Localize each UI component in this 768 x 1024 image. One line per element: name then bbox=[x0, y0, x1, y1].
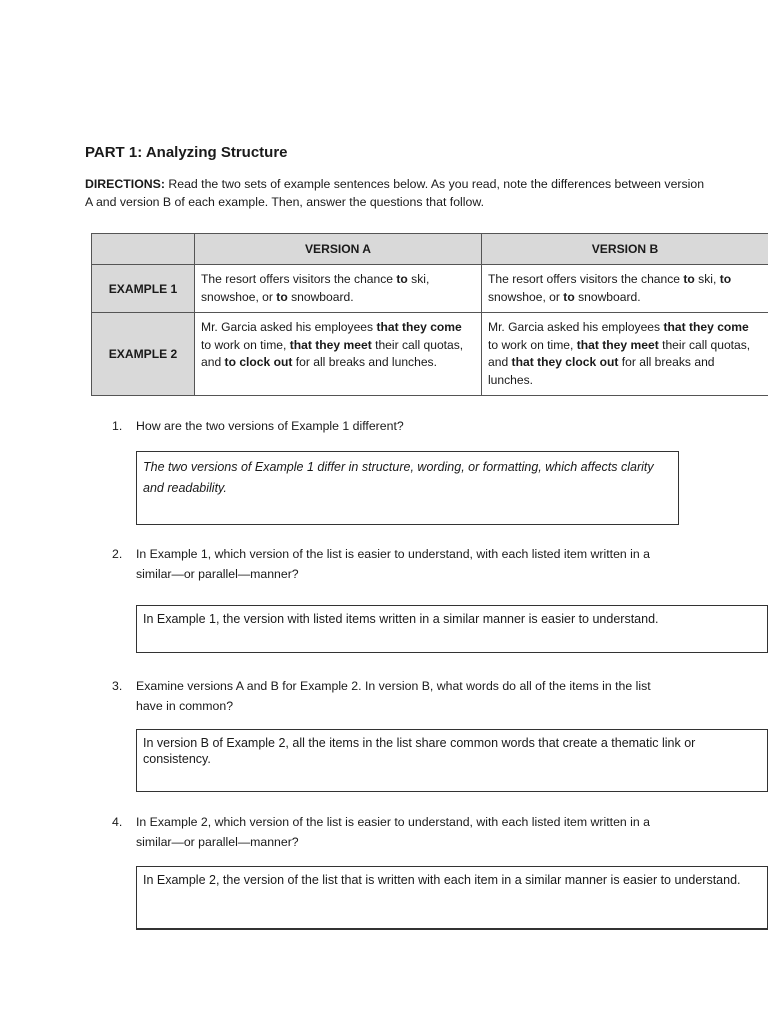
answer-box-2[interactable]: In Example 1, the version with listed items written in a similar manner is easier to understand. bbox=[136, 605, 768, 653]
bold-phrase: to bbox=[683, 272, 695, 286]
sentence-text: snowboard. bbox=[287, 289, 354, 304]
bold-phrase: to clock out bbox=[224, 355, 293, 369]
sentence-text: to work on time, bbox=[488, 337, 577, 352]
table-header-blank bbox=[92, 234, 195, 265]
examples-table bbox=[91, 233, 768, 396]
answer-box-4[interactable]: In Example 2, the version of the list that is written with each item in a similar manner is easier to understand. bbox=[136, 866, 768, 930]
table-row bbox=[92, 313, 768, 396]
sentence-text: snowboard. bbox=[574, 289, 641, 304]
sentence-text: Mr. Garcia asked his employees bbox=[201, 320, 377, 334]
question-number: 3. bbox=[112, 679, 123, 693]
question-text: How are the two versions of Example 1 different? bbox=[136, 419, 404, 433]
sentence-text: their call quotas, and bbox=[201, 337, 464, 369]
directions bbox=[85, 175, 705, 211]
sentence-text: for all breaks and lunches. bbox=[488, 355, 715, 387]
example-1-version-b bbox=[482, 265, 768, 313]
question-number: 4. bbox=[112, 815, 123, 829]
row-label-example-1: EXAMPLE 1 bbox=[92, 265, 195, 313]
bold-phrase: that they clock out bbox=[511, 355, 619, 369]
question-2 bbox=[112, 544, 672, 584]
question-number: 1. bbox=[112, 419, 123, 433]
table-header-version-a: VERSION A bbox=[195, 234, 482, 265]
question-text: In Example 2, which version of the list is easier to understand, with each listed item written in a similar—or parallel—manner? bbox=[136, 815, 650, 849]
answer-box-1[interactable]: The two versions of Example 1 differ in structure, wording, or formatting, which affects clarity and readability. bbox=[136, 451, 679, 525]
bold-phrase: to bbox=[719, 272, 732, 286]
answer-box-3[interactable]: In version B of Example 2, all the items in the list share common words that create a thematic link or consistency. bbox=[136, 729, 768, 792]
sentence-text: ski, snowshoe, or bbox=[201, 272, 430, 304]
sentence-text: their call quotas, and bbox=[488, 337, 751, 369]
table-header-row bbox=[92, 234, 768, 265]
table-header-version-b: VERSION B bbox=[482, 234, 768, 265]
question-text: Examine versions A and B for Example 2. In version B, what words do all of the items in the list have in common? bbox=[136, 679, 651, 713]
question-3 bbox=[112, 676, 672, 716]
sentence-text: ski, bbox=[694, 272, 720, 286]
bold-phrase: to bbox=[563, 289, 575, 304]
sentence-text: snowshoe, or bbox=[488, 289, 564, 304]
sentence-text: to work on time, bbox=[201, 337, 290, 352]
table-row bbox=[92, 265, 768, 313]
directions-text: Read the two sets of example sentences below. As you read, note the differences between version A and version B of each example. Then, answer the questions that follow. bbox=[85, 177, 705, 209]
question-text: In Example 1, which version of the list is easier to understand, with each listed item written in a similar—or parallel—manner? bbox=[136, 547, 650, 581]
example-2-version-b bbox=[482, 313, 768, 396]
directions-label: DIRECTIONS: bbox=[85, 177, 165, 191]
question-number: 2. bbox=[112, 547, 123, 561]
sentence-text: The resort offers visitors the chance bbox=[488, 272, 684, 286]
bold-phrase: that they meet bbox=[576, 337, 659, 352]
bold-phrase: to bbox=[276, 289, 288, 304]
bold-phrase: that they come bbox=[663, 320, 749, 334]
bold-phrase: that they meet bbox=[289, 337, 372, 352]
row-label-example-2: EXAMPLE 2 bbox=[92, 313, 195, 396]
question-4 bbox=[112, 812, 672, 852]
sentence-text: Mr. Garcia asked his employees bbox=[488, 320, 664, 334]
sentence-text: The resort offers visitors the chance bbox=[201, 272, 397, 286]
page-title: PART 1: Analyzing Structure bbox=[85, 144, 288, 161]
example-1-version-a bbox=[195, 265, 482, 313]
question-1 bbox=[112, 416, 672, 436]
bold-phrase: to bbox=[396, 272, 408, 286]
sentence-text: for all breaks and lunches. bbox=[292, 355, 437, 369]
bold-phrase: that they come bbox=[376, 320, 462, 334]
example-2-version-a bbox=[195, 313, 482, 396]
